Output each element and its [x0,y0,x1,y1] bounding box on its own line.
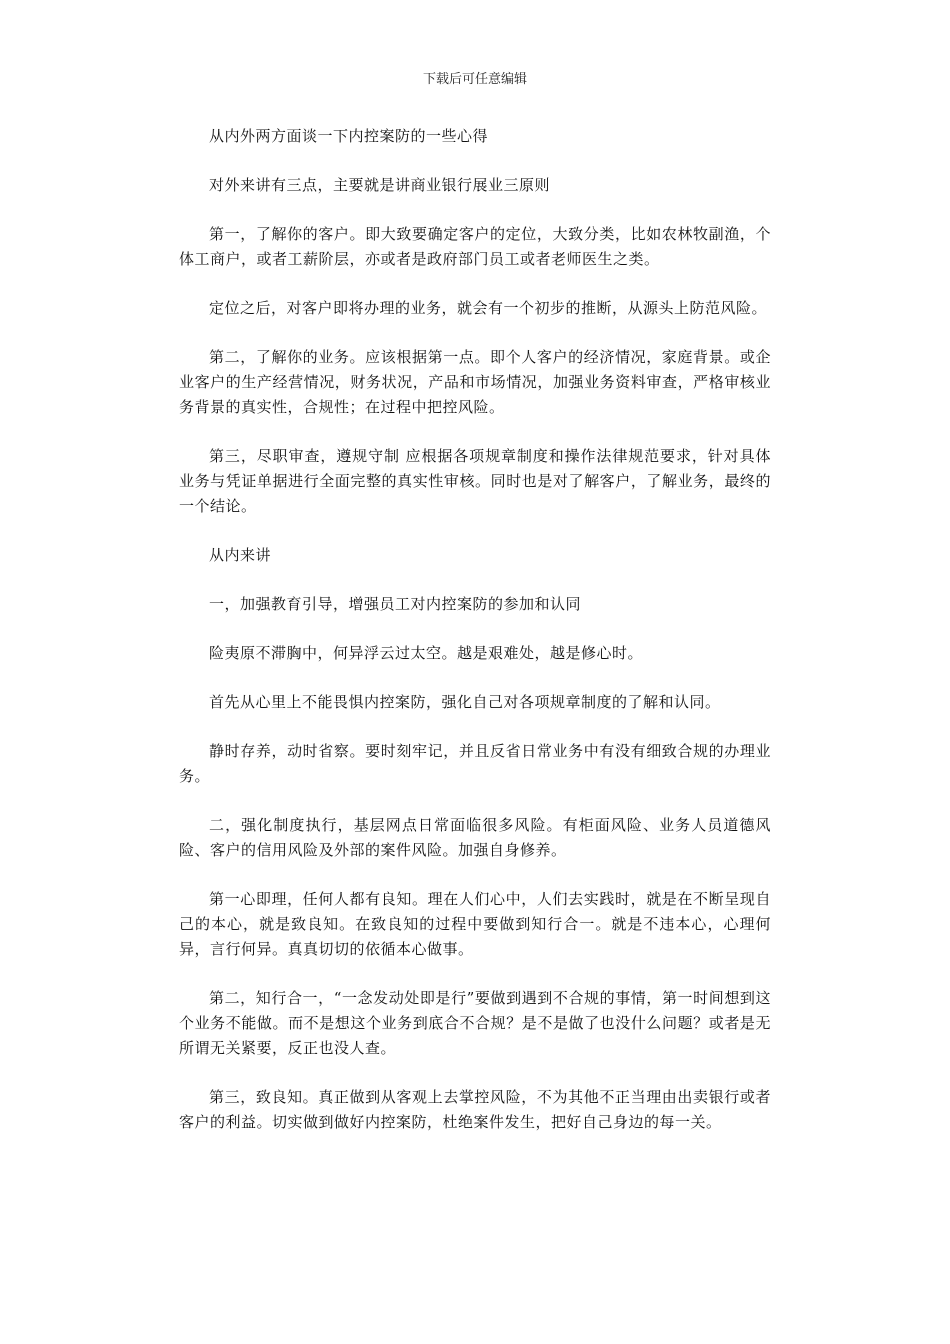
paragraph: 第三，致良知。真正做到从客观上去掌控风险，不为其他不正当理由出卖银行或者客户的利益。切实做到做好内控案防，杜绝案件发生，把好自己身边的每一关。 [179,1088,771,1131]
paragraph: 首先从心里上不能畏惧内控案防，强化自己对各项规章制度的了解和认同。 [209,693,721,711]
paragraph: 一，加强教育引导，增强员工对内控案防的参加和认同 [209,595,582,613]
paragraph: 二，强化制度执行，基层网点日常面临很多风险。有柜面风险、业务人员道德风险、客户的信用风险及外部的案件风险。加强自身修养。 [179,816,771,859]
paragraph: 对外来讲有三点，主要就是讲商业银行展业三原则 [209,176,551,194]
paragraph: 静时存养，动时省察。要时刻牢记，并且反省日常业务中有没有细致合规的办理业务。 [179,742,771,785]
paragraph: 定位之后，对客户即将办理的业务，就会有一个初步的推断，从源头上防范风险。 [209,299,768,317]
document-body [179,124,771,1159]
paragraph: 险夷原不滞胸中，何异浮云过太空。越是艰难处，越是修心时。 [209,644,644,662]
section-heading: 从内来讲 [209,546,272,564]
paragraph: 第三，尽职审查，遵规守制 应根据各项规章制度和操作法律规范要求，针对具体业务与凭证单据进行全面完整的真实性审核。同时也是对了解客户，了解业务，最终的一个结论。 [179,447,771,515]
page-header: 下载后可任意编辑 [422,72,527,87]
document-title: 从内外两方面谈一下内控案防的一些心得 [209,127,489,145]
paragraph: 第二，了解你的业务。应该根据第一点。即个人客户的经济情况，家庭背景。或企业客户的生产经营情况，财务状况，产品和市场情况，加强业务资料审查，严格审核业务背景的真实性，合规性；在过程中把控风险。 [179,348,771,416]
paragraph: 第一，了解你的客户。即大致要确定客户的定位，大致分类，比如农林牧副渔，个体工商户，或者工薪阶层，亦或者是政府部门员工或者老师医生之类。 [179,225,771,268]
paragraph: 第一心即理，任何人都有良知。理在人们心中，人们去实践时，就是在不断呈现自己的本心，就是致良知。在致良知的过程中要做到知行合一。就是不违本心，心理何异，言行何异。真真切切的依循本心做事。 [179,890,771,958]
paragraph: 第二，知行合一，“一念发动处即是行”要做到遇到不合规的事情，第一时间想到这个业务不能做。而不是想这个业务到底合不合规？是不是做了也没什么问题？或者是无所谓无关紧要，反正也没人查。 [179,989,771,1057]
